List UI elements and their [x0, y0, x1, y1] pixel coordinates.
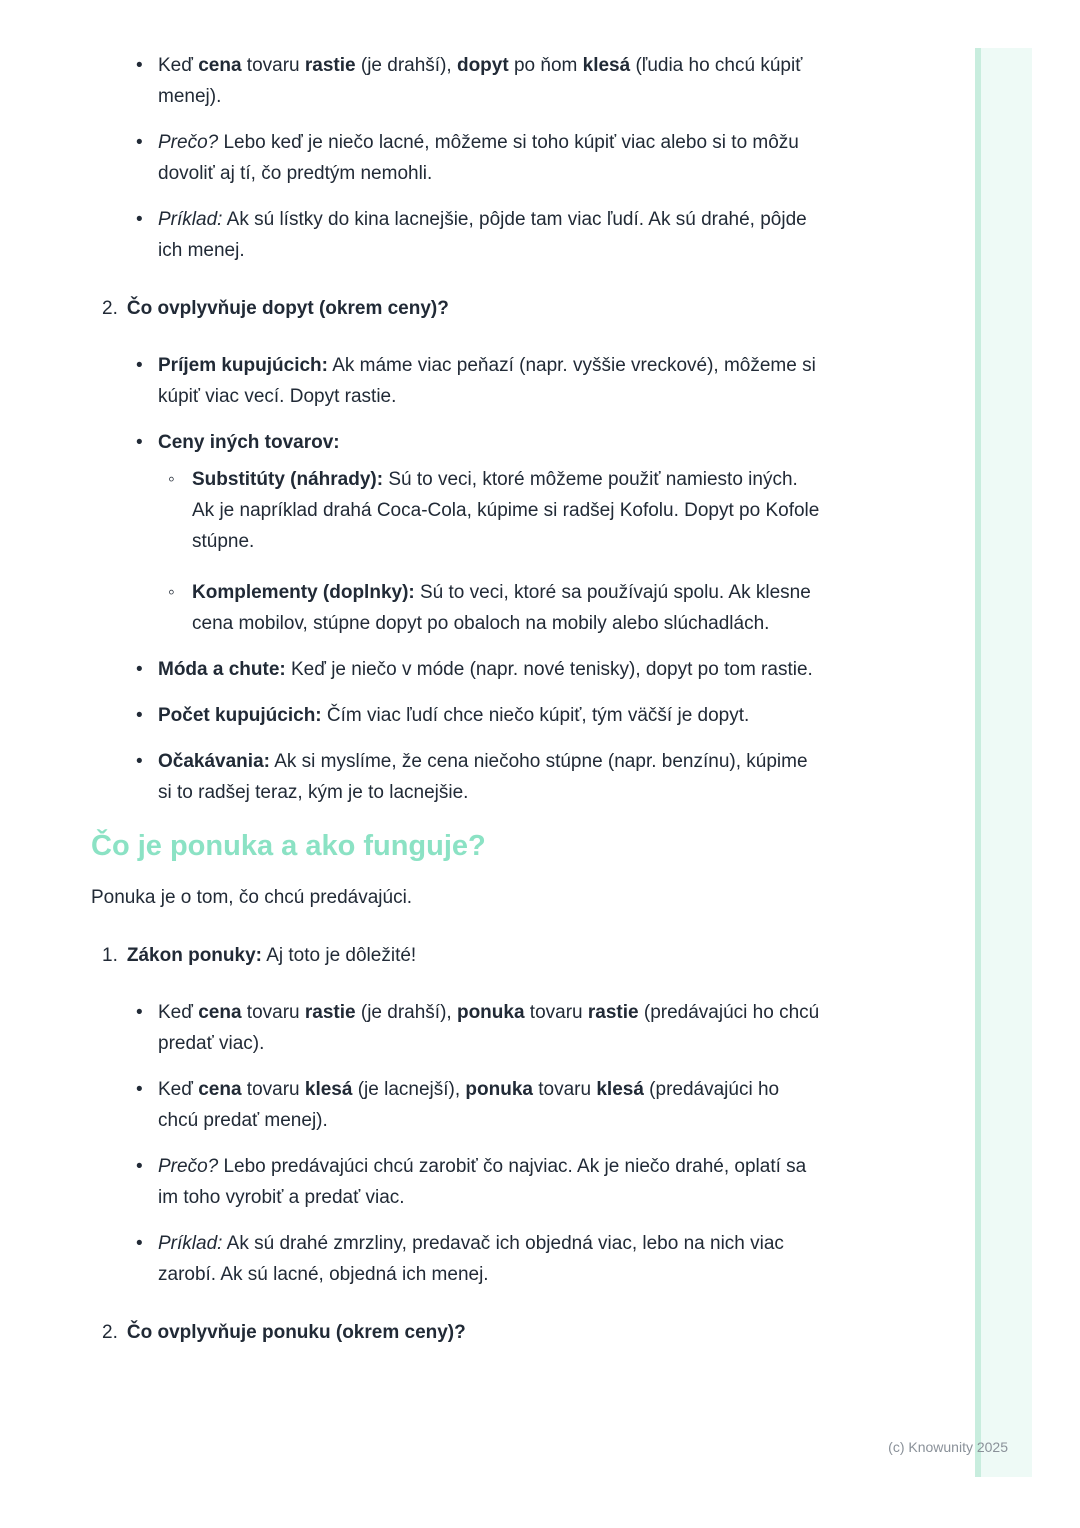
list-item: [91, 204, 823, 266]
list-item-text: Komplementy (doplnky): Sú to veci, ktoré sa používajú spolu. Ak klesne cena mobilov, stúpne dopyt po obaloch na mobily alebo slúchadlách.: [192, 582, 811, 634]
supply-intro-paragraph: Ponuka je o tom, čo chcú predávajúci.: [91, 887, 413, 908]
list-item-text: Príjem kupujúcich: Ak máme viac peňazí (napr. vyššie vreckové), môžeme si kúpiť viac vecí. Dopyt rastie.: [158, 355, 816, 407]
document-content: [91, 50, 823, 1374]
supply-factors-heading: [91, 1317, 823, 1348]
bullet-icon: •: [136, 1233, 143, 1254]
supply-law-bullet-list: [91, 997, 823, 1290]
list-item: [91, 50, 823, 112]
page-accent-bar: [975, 48, 1032, 1477]
list-number: 1.: [102, 945, 118, 966]
supply-law-heading: [91, 940, 823, 971]
bullet-icon: •: [136, 1002, 143, 1023]
other-goods-sublist: [158, 464, 823, 639]
bullet-icon: •: [136, 355, 143, 376]
bullet-icon: •: [136, 751, 143, 772]
list-item-text: Keď cena tovaru rastie (je drahší), ponuka tovaru rastie (predávajúci ho chcú predať viac).: [158, 1002, 820, 1054]
list-item-text: Príklad: Ak sú lístky do kina lacnejšie, pôjde tam viac ľudí. Ak sú drahé, pôjde ich menej.: [158, 209, 807, 261]
bullet-icon: •: [136, 209, 143, 230]
list-item-text: Substitúty (náhrady): Sú to veci, ktoré môžeme použiť namiesto iných. Ak je napríklad drahá Coca-Cola, kúpime si radšej Kofolu. Dopyt po Kofole stúpne.: [192, 469, 820, 552]
list-item: [91, 1151, 823, 1213]
list-item: [91, 427, 823, 639]
list-item-text: Ceny iných tovarov:: [158, 432, 340, 453]
list-item: [91, 1228, 823, 1290]
section-subheading: Čo ovplyvňuje dopyt (okrem ceny)?: [126, 298, 449, 319]
list-item: [91, 1074, 823, 1136]
circle-bullet-icon: ◦: [168, 469, 175, 490]
demand-law-bullet-list: [91, 50, 823, 266]
list-item-text: Prečo? Lebo keď je niečo lacné, môžeme si toho kúpiť viac alebo si to môžu dovoliť aj tí, čo predtým nemohli.: [158, 132, 799, 184]
list-item-text: Prečo? Lebo predávajúci chcú zarobiť čo najviac. Ak je niečo drahé, oplatí sa im toho vyrobiť a predať viac.: [158, 1156, 807, 1208]
bullet-icon: •: [136, 132, 143, 153]
bullet-icon: •: [136, 659, 143, 680]
section-subheading: Čo ovplyvňuje ponuku (okrem ceny)?: [126, 1322, 466, 1343]
list-item: [91, 997, 823, 1059]
list-item: [91, 746, 823, 808]
list-item: [91, 700, 823, 731]
supply-section-title: Čo je ponuka a ako funguje?: [91, 830, 486, 862]
list-number: 2.: [102, 1322, 118, 1343]
list-item: [158, 464, 823, 557]
list-item: [91, 350, 823, 412]
bullet-icon: •: [136, 1156, 143, 1177]
demand-factors-heading: [91, 293, 823, 324]
list-item: [91, 127, 823, 189]
list-number: 2.: [102, 298, 118, 319]
list-item-text: Keď cena tovaru klesá (je lacnejší), ponuka tovaru klesá (predávajúci ho chcú predať menej).: [158, 1079, 780, 1131]
list-item-text: Keď cena tovaru rastie (je drahší), dopyt po ňom klesá (ľudia ho chcú kúpiť menej).: [158, 55, 803, 107]
list-item-text: Počet kupujúcich: Čím viac ľudí chce niečo kúpiť, tým väčší je dopyt.: [158, 705, 750, 726]
bullet-icon: •: [136, 1079, 143, 1100]
bullet-icon: •: [136, 55, 143, 76]
bullet-icon: •: [136, 432, 143, 453]
demand-factors-list: [91, 350, 823, 808]
list-item: [91, 654, 823, 685]
list-item: [158, 577, 823, 639]
copyright-notice: (c) Knowunity 2025: [888, 1439, 1008, 1455]
section-subheading: Zákon ponuky: Aj toto je dôležité!: [126, 945, 417, 966]
bullet-icon: •: [136, 705, 143, 726]
list-item-text: Príklad: Ak sú drahé zmrzliny, predavač ich objedná viac, lebo na nich viac zarobí. Ak sú lacné, objedná ich menej.: [158, 1233, 784, 1285]
list-item-text: Móda a chute: Keď je niečo v móde (napr. nové tenisky), dopyt po tom rastie.: [158, 659, 813, 680]
list-item-text: Očakávania: Ak si myslíme, že cena niečoho stúpne (napr. benzínu), kúpime si to radšej teraz, kým je to lacnejšie.: [158, 751, 808, 803]
circle-bullet-icon: ◦: [168, 582, 175, 603]
